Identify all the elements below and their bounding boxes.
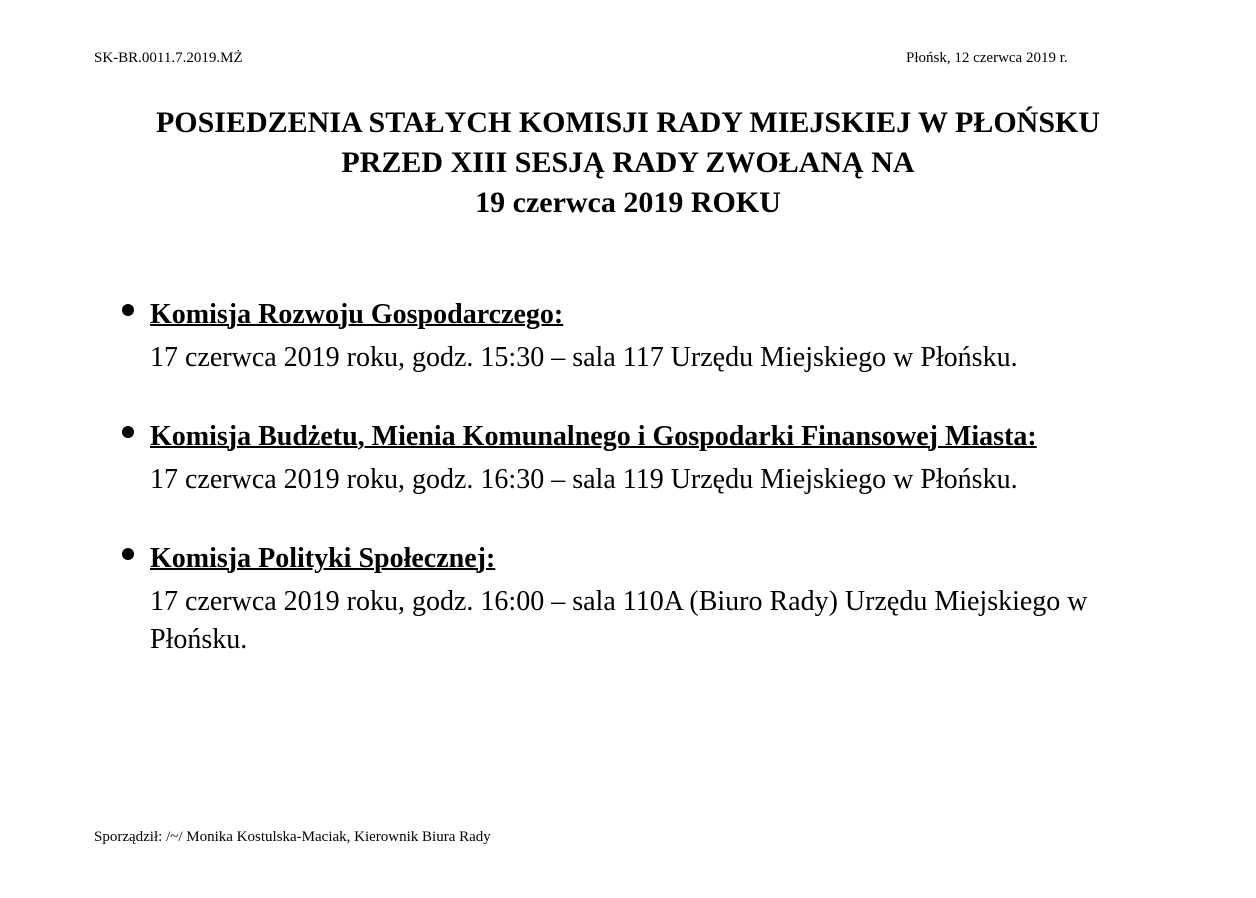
committee-details: 17 czerwca 2019 roku, godz. 15:30 – sala 117 Urzędu Miejskiego w Płońsku. [150,342,1018,373]
place-and-date: Płońsk, 12 czerwca 2019 r. [906,50,1068,66]
title-line-3: 19 czerwca 2019 ROKU [475,186,781,219]
title-line-2: PRZED XIII SESJĄ RADY ZWOŁANĄ NA [341,146,915,179]
title-line-1: POSIEDZENIA STAŁYCH KOMISJI RADY MIEJSKIEJ W PŁOŃSKU [155,106,1101,139]
committee-details: 17 czerwca 2019 roku, godz. 16:30 – sala 119 Urzędu Miejskiego w Płońsku. [150,464,1018,495]
committee-item [0,419,1256,541]
committee-details: 17 czerwca 2019 roku, godz. 16:00 – sala 110A (Biuro Rady) Urzędu Miejskiego w Płońsku. [150,586,1088,655]
document-title [0,103,1256,223]
bullet-icon [122,548,134,560]
committee-list [0,297,1256,663]
committee-name: Komisja Budżetu, Mienia Komunalnego i Gospodarki Finansowej Miasta: [150,421,1037,452]
bullet-icon [122,304,134,316]
committee-name: Komisja Polityki Społecznej: [150,543,496,574]
document-reference: SK-BR.0011.7.2019.MŻ [94,50,243,66]
committee-item [0,297,1256,419]
committee-item [0,541,1256,663]
prepared-by-note: Sporządził: /~/ Monika Kostulska-Maciak, Kierownik Biura Rady [94,829,491,845]
committee-name: Komisja Rozwoju Gospodarczego: [150,299,564,330]
bullet-icon [122,426,134,438]
